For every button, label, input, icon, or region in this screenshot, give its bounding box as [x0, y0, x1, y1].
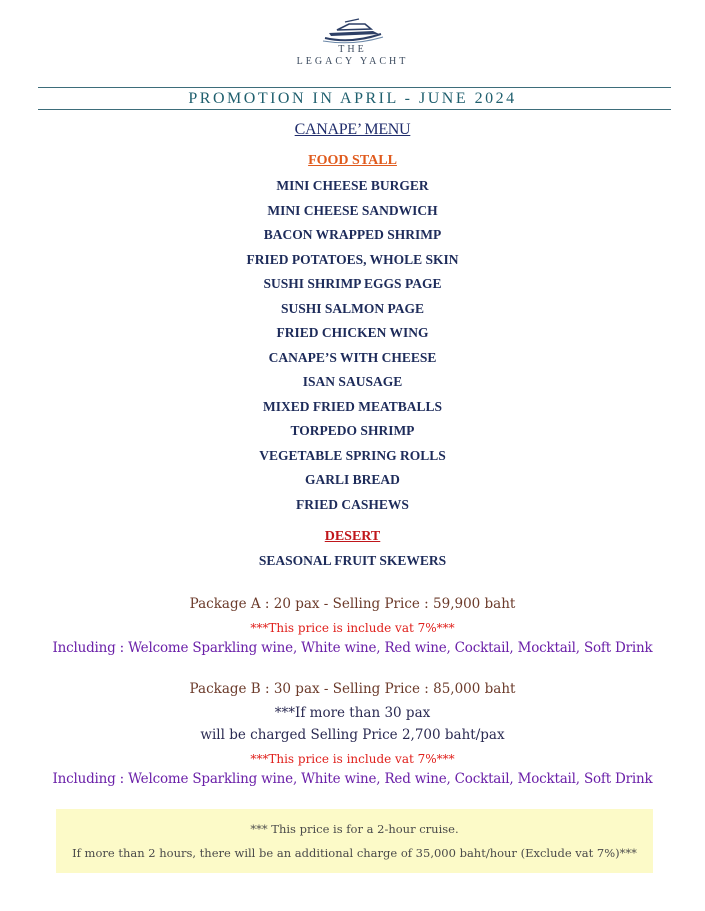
food-item: CANAPE’S WITH CHEESE [268, 349, 437, 365]
notice-line-2: If more than 2 hours, there will be an additional charge of 35,000 baht/hour (Exclude vat 7%)*** [72, 846, 637, 860]
package-b-extra-pax: ***If more than 30 pax [274, 705, 431, 721]
logo-text-the: THE [338, 44, 367, 55]
desert-heading: DESERT [324, 529, 381, 544]
food-item: GARLI BREAD [305, 472, 400, 487]
food-item: SUSHI SHRIMP EGGS PAGE [263, 276, 442, 291]
food-stall-heading: FOOD STALL [308, 153, 397, 168]
bottom-rule [38, 109, 671, 110]
food-item: BACON WRAPPED SHRIMP [263, 227, 442, 242]
promotion-title: PROMOTION IN APRIL - JUNE 2024 [188, 90, 517, 107]
top-rule [38, 87, 671, 88]
food-item: MIXED FRIED MEATBALLS [262, 398, 443, 414]
food-item: TORPEDO SHRIMP [290, 423, 415, 438]
package-b-including: Including : Welcome Sparkling wine, White wine, Red wine, Cocktail, Mocktail, Soft Drink [52, 771, 653, 787]
brand-logo [0, 18, 705, 68]
food-item: VEGETABLE SPRING ROLLS [259, 447, 446, 463]
package-b-extra-charge: will be charged Selling Price 2,700 baht/pax [200, 727, 505, 743]
food-item: SUSHI SALMON PAGE [280, 300, 425, 316]
package-a-vat-note: ***This price is include vat 7%*** [250, 621, 455, 635]
yacht-logo-icon [321, 18, 385, 44]
food-item: FRIED CASHEWS [296, 496, 409, 512]
package-b-vat-note: ***This price is include vat 7%*** [250, 752, 455, 766]
food-item: ISAN SAUSAGE [302, 374, 403, 389]
food-item: MINI CHEESE BURGER [276, 178, 429, 193]
food-item: FRIED POTATOES, WHOLE SKIN [246, 251, 459, 267]
package-a-price: Package A : 20 pax - Selling Price : 59,900 baht [189, 596, 516, 612]
food-item: MINI CHEESE SANDWICH [267, 202, 438, 218]
notice-line-1: *** This price is for a 2-hour cruise. [250, 822, 459, 836]
package-a-including: Including : Welcome Sparkling wine, White wine, Red wine, Cocktail, Mocktail, Soft Drink [52, 640, 653, 656]
cruise-duration-notice [56, 809, 653, 873]
logo-text-legacy-yacht: LEGACY YACHT [296, 56, 409, 67]
food-items-list [0, 177, 705, 520]
menu-title: CANAPE’ MENU [294, 121, 411, 138]
food-item: FRIED CHICKEN WING [276, 325, 429, 340]
package-b-price: Package B : 30 pax - Selling Price : 85,000 baht [189, 681, 516, 697]
desert-item: SEASONAL FRUIT SKEWERS [258, 553, 447, 568]
